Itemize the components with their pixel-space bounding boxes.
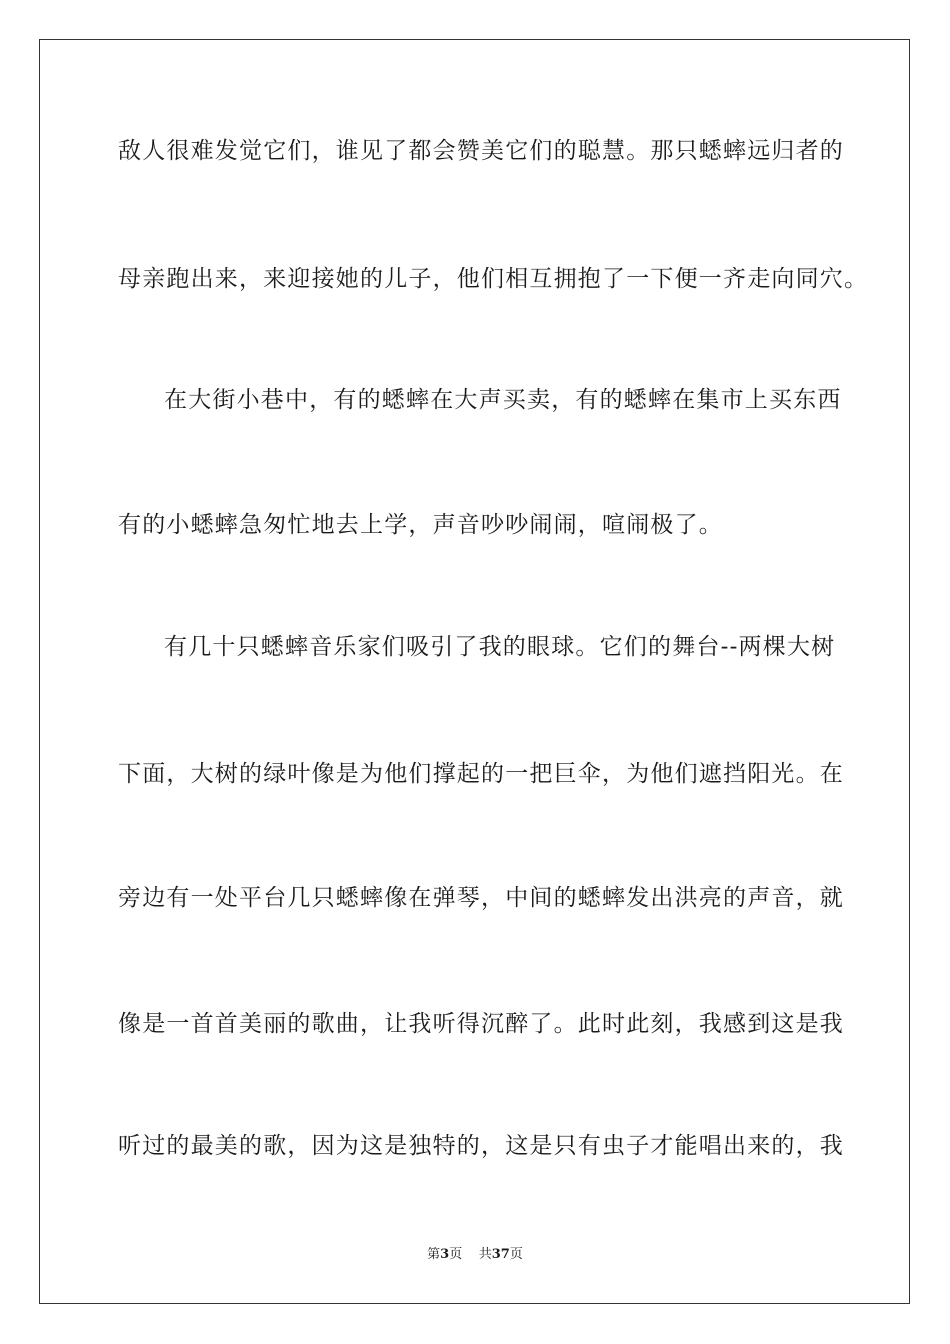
text-line: 听过的最美的歌，因为这是独特的，这是只有虫子才能唱出来的，我 [118,1133,844,1159]
text-line: 像是一首首美丽的歌曲，让我听得沉醉了。此时此刻，我感到这是我 [118,1011,844,1037]
total-suffix: 页 [509,1247,523,1262]
text-line: 母亲跑出来，来迎接她的儿子，他们相互拥抱了一下便一齐走向同穴。 [118,266,869,292]
page-prefix: 第 [427,1247,441,1262]
text-line: 敌人很难发觉它们，谁见了都会赞美它们的聪慧。那只蟋蟀远归者的 [118,138,844,164]
page-border [39,39,910,1304]
page-number: 3 [440,1247,450,1262]
total-pages: 37 [491,1247,510,1262]
text-line: 旁边有一处平台几只蟋蟀像在弹琴，中间的蟋蟀发出洪亮的声音，就 [118,885,844,911]
total-prefix: 共 [478,1247,492,1262]
page-suffix: 页 [449,1247,463,1262]
text-line-indented: 在大街小巷中，有的蟋蟀在大声买卖，有的蟋蟀在集市上买东西 [164,387,842,413]
text-line: 下面，大树的绿叶像是为他们撑起的一把巨伞，为他们遮挡阳光。在 [118,761,844,787]
text-line: 有的小蟋蟀急匆忙地去上学，声音吵吵闹闹，喧闹极了。 [118,512,723,538]
page-footer [0,1246,950,1264]
text-line-indented: 有几十只蟋蟀音乐家们吸引了我的眼球。它们的舞台--两棵大树 [164,634,836,660]
